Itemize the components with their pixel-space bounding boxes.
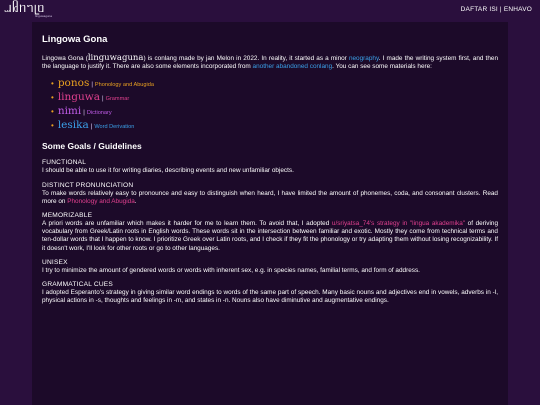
top-bar [0,0,540,22]
material-separator: | [91,82,93,89]
intro-text-1: Lingowa Gona ( [42,55,88,62]
goal-title: DISTINCT PRONUNCIATION [42,181,134,189]
main-content [32,22,508,405]
list-item[interactable] [51,104,498,118]
material-name-linguwa[interactable]: linguwa [57,91,101,104]
goal-text-part: . [134,197,137,205]
goal-title: GRAMMATICAL CUES [42,281,113,289]
material-separator: | [83,110,85,117]
goal-title: MEMORIZABLE [42,212,93,220]
logo-script-text: ᥘᥤᥒᥐᥧᥝ [4,1,45,16]
list-item[interactable] [51,90,498,104]
goal-text-part: A priori words are unfamiliar which makes it harder for me to learn them. To avoid that, I adopted [42,220,332,228]
goal-text-part: To make words relatively easy to pronounce and easy to distinguish when heard, I have limited the amount of phonemes, coda, and consonant clusters. Read more on [42,189,498,205]
lingua-akademika-link[interactable]: u/sriyatsa_74's strategy in "lingua akademika" [331,220,466,228]
goal-title: UNISEX [42,258,68,266]
nav-daftar-isi-link[interactable]: DAFTAR ISI [460,6,498,13]
bullet-icon: • [51,79,54,89]
goal-text: I adopted Esperanto's strategy in giving similar word endings to words of the same part of speech. Many basic nouns and adjectives end in vowels, adverbs in -l, physical actions in -s, thoughts and feelings in -m, and states in -n. Nouns also have diminutive and augmentative endings. [42,289,498,305]
nav-separator: | [497,6,504,13]
material-separator: | [102,96,104,103]
materials-list [51,76,498,132]
material-separator: | [90,124,93,131]
material-desc[interactable]: Phonology and Abugida [94,82,154,89]
goal-grammatical-cues [42,281,498,305]
material-name-lesika[interactable]: lesika [57,119,89,132]
page-title: Lingowa Gona [42,34,108,45]
goal-text [42,190,498,206]
material-desc[interactable]: Word Derivation [94,124,135,131]
goal-functional [42,159,498,175]
bullet-icon: • [51,121,54,131]
intro-native-name: linguwaguna [87,53,144,63]
list-item[interactable] [51,76,498,90]
abandoned-conlang-link[interactable]: another abandoned conlang [252,63,333,71]
goal-text: I try to minimize the amount of gendered words or words with inherent sex, e.g. in species names, familial terms, and form of address. [42,266,420,274]
site-logo[interactable] [4,2,54,20]
goal-text: I should be able to use it for writing diaries, describing events and new unfamiliar objects. [42,167,294,175]
material-desc[interactable]: Grammar [105,96,130,103]
goal-unisex [42,259,498,275]
goal-distinct-pronunciation [42,182,498,206]
phonology-link[interactable]: Phonology and Abugida [67,197,135,205]
goal-memorizable [42,212,498,253]
goals-heading: Some Goals / Guidelines [42,141,142,152]
bullet-icon: • [51,93,54,103]
nav-enhavo-link[interactable]: ENHAVO [503,6,532,13]
intro-text-2: ) is conlang made by jan Melon in 2022. In reality, it started as a minor [143,55,349,62]
top-navigation [461,6,532,13]
material-name-nimi[interactable]: nimi [57,105,82,118]
intro-paragraph [42,54,498,71]
goal-title: FUNCTIONAL [42,159,87,167]
material-name-ponos[interactable]: ponos [57,77,90,90]
goal-text-part: of deriving vocabulary from Greek/Latin roots in English words. These words sit in the intersection between familiar and exotic. Mostly they come from technical terms and ten-dollar words that I happen to know. I prioritize Greek over Latin roots, and I check if they fit the phonology or try adapting them without losing recognizability. If it doesn't work, I'll look for other roots or go to other languages. [42,220,499,252]
neography-link[interactable]: neography [348,55,379,62]
material-desc[interactable]: Dictionary [86,110,112,117]
list-item[interactable] [51,118,498,132]
logo-subtitle: linguwaguna [35,14,52,18]
goal-text [42,220,498,253]
bullet-icon: • [51,107,54,117]
intro-text-3: . I made the writing system first, and then the language to justify it. There are also some elements incorporated from [42,55,498,71]
intro-text-4: . You can see some materials here: [332,63,432,71]
